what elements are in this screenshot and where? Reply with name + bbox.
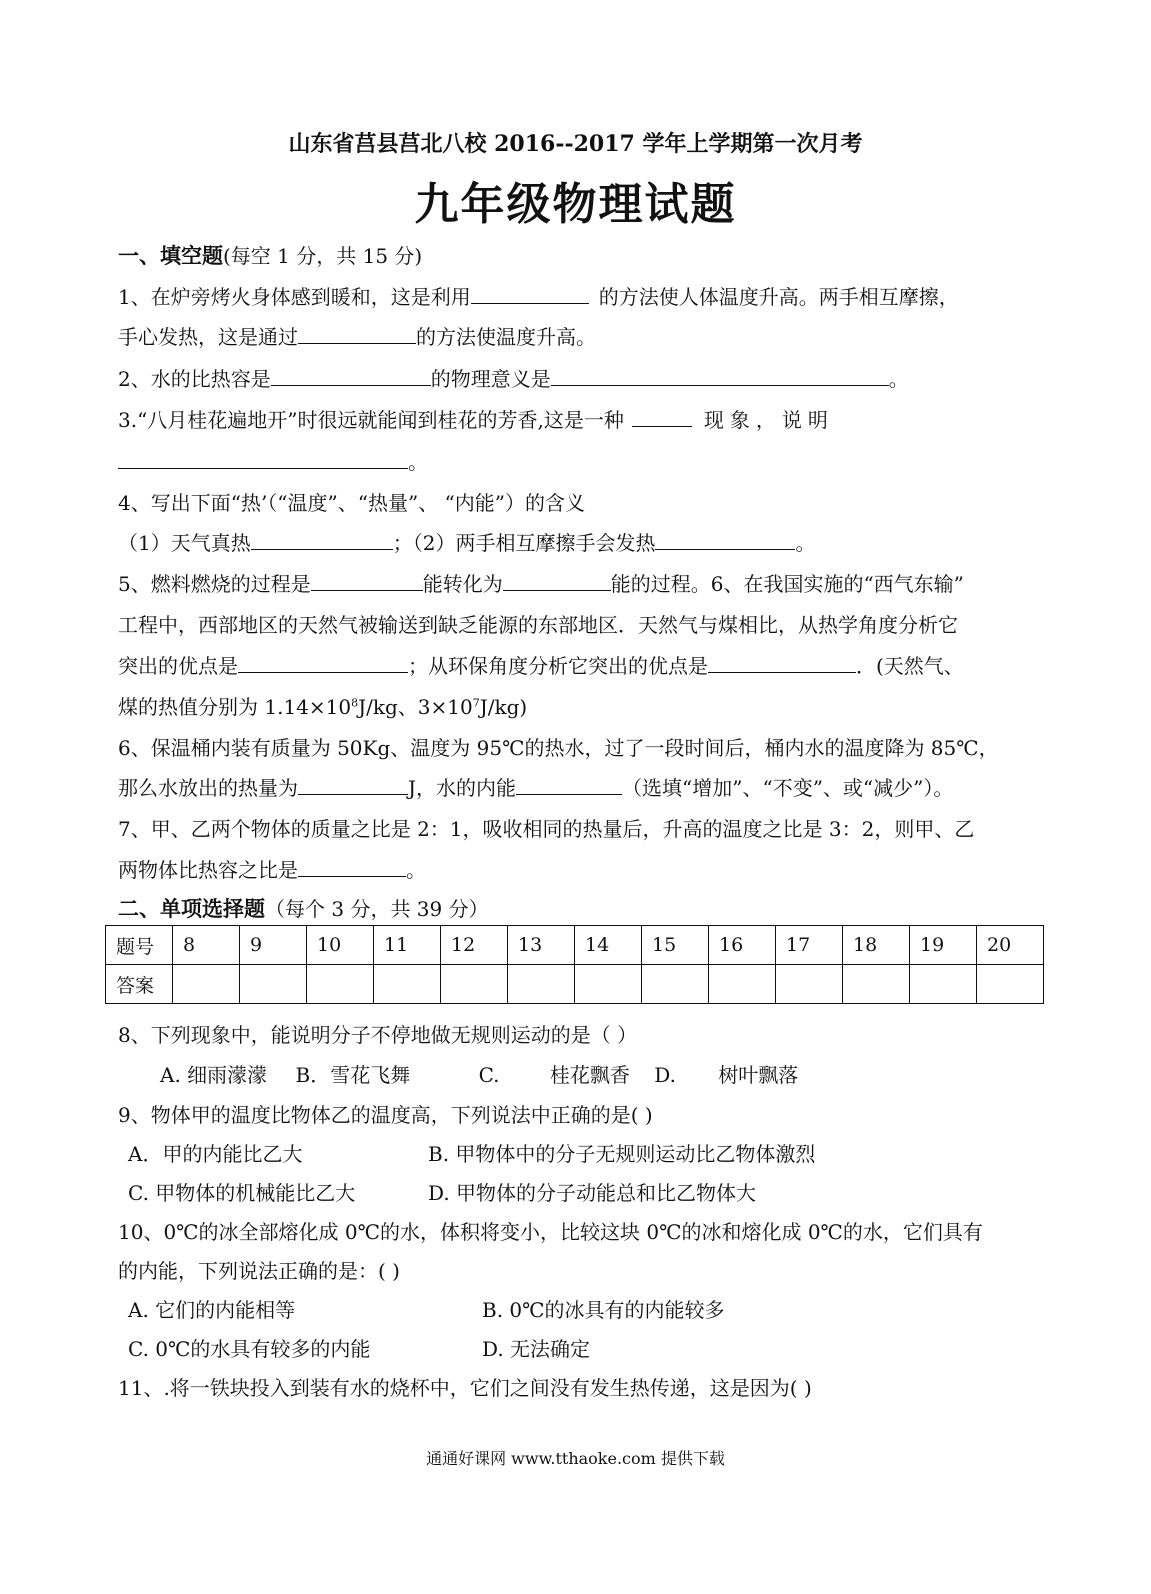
q11-stem: 11、.将一铁块投入到装有水的烧杯中，它们之间没有发生热传递，这是因为( ) (118, 1376, 812, 1400)
answer-cell[interactable] (307, 965, 374, 1004)
question-number-cell: 20 (977, 926, 1044, 965)
q9-option-a: A．甲的内能比乙大 (128, 1142, 303, 1166)
q5-text-f: ；从环保角度分析它突出的优点是 (408, 654, 708, 678)
option-a: A. 细雨濛濛 (160, 1063, 268, 1087)
q6-text-d: （选填“增加”、“不变”、或“减少”）。 (622, 776, 954, 800)
q1-line1 (118, 284, 959, 310)
answer-blank (238, 654, 408, 673)
q6-line1: 6、保温桶内装有质量为 50Kg、温度为 95℃的热水，过了一段时间后，桶内水的温度降为 85℃， (118, 736, 999, 760)
q5-line2: 工程中，西部地区的天然气被输送到缺乏能源的东部地区．天然气与煤相比，从热学角度分析它 (118, 613, 958, 637)
answer-blank (471, 285, 589, 304)
q1-line2 (118, 324, 596, 350)
answer-blank (298, 858, 406, 877)
answer-blank (251, 531, 393, 550)
question-number-cell: 16 (709, 926, 776, 965)
q1-text-b: 的方法使人体温度升高。两手相互摩擦， (598, 285, 959, 309)
section-note: (每空 1 分，共 15 分) (223, 244, 423, 268)
answer-blank (298, 776, 408, 795)
q2-text-b: 的物理意义是 (430, 367, 551, 391)
answer-blank (632, 408, 692, 427)
q5-line3 (118, 653, 964, 679)
q7-line1: 7、甲、乙两个物体的质量之比是 2：1，吸收相同的热量后，升高的温度之比是 3：2，则甲、乙 (118, 817, 975, 841)
question-number-cell: 15 (642, 926, 709, 965)
q6-text-b: 那么水放出的热量为 (118, 776, 298, 800)
q4-line1: 4、写出下面“热’（“温度”、“热量”、 “内能”）的含义 (118, 491, 586, 515)
exponent: 7 (472, 696, 480, 710)
table-row (106, 926, 1044, 965)
answer-cell[interactable] (508, 965, 575, 1004)
q6-text-c: J，水的内能 (408, 776, 517, 800)
q3-line2 (118, 449, 428, 475)
q9-option-c: C. 甲物体的机械能比乙大 (128, 1181, 356, 1205)
page-footer: 通通好课网 www.tthaoke.com 提供下载 (426, 1449, 725, 1468)
q10-option-a: A. 它们的内能相等 (128, 1298, 296, 1322)
section2-heading-line (118, 896, 489, 922)
answer-cell[interactable] (575, 965, 642, 1004)
answer-cell[interactable] (709, 965, 776, 1004)
q5-text-g: ．(天然气、 (856, 654, 964, 678)
row-label: 题号 (106, 926, 173, 965)
question-number-cell: 14 (575, 926, 642, 965)
answer-blank (655, 531, 795, 550)
q8-stem: 8、下列现象中，能说明分子不停地做无规则运动的是（ ） (118, 1023, 638, 1047)
q5-line4 (118, 694, 527, 720)
q6-line2 (118, 775, 953, 801)
q1-text-d: 的方法使温度升高。 (416, 325, 596, 349)
q10-option-c: C. 0℃的水具有较多的内能 (128, 1337, 371, 1361)
q5-text-c: 能的过程。6、在我国实施的“西气东输” (610, 572, 964, 596)
q7-line2 (118, 857, 426, 883)
q3-line1 (118, 407, 834, 433)
q5-text-a: 5、燃料燃烧的过程是 (118, 572, 311, 596)
q9-stem: 9、物体甲的温度比物体乙的温度高，下列说法中正确的是( ) (118, 1103, 653, 1127)
question-number-cell: 11 (374, 926, 441, 965)
section1-heading-line (118, 243, 422, 269)
answer-blank (311, 572, 423, 591)
question-number-cell: 12 (441, 926, 508, 965)
q5-text-j: J/kg) (479, 695, 528, 719)
row-label: 答案 (106, 965, 173, 1004)
q5-text-e: 突出的优点是 (118, 654, 238, 678)
question-number-cell: 9 (240, 926, 307, 965)
answer-blank (503, 572, 611, 591)
option-c-letter: C. (478, 1063, 500, 1087)
table-row (106, 965, 1044, 1004)
answer-blank (516, 776, 622, 795)
q4-text-b: （1）天气真热 (118, 531, 251, 555)
answer-cell[interactable] (642, 965, 709, 1004)
answer-blank (298, 325, 416, 344)
q5-text-i: J/kg、3×10 (358, 695, 473, 719)
q2-text-a: 2、水的比热容是 (118, 367, 271, 391)
answer-blank (271, 367, 431, 386)
q9-option-b: B. 甲物体中的分子无规则运动比乙物体激烈 (428, 1142, 816, 1166)
option-d-letter: D. (654, 1063, 676, 1087)
answer-cell[interactable] (843, 965, 910, 1004)
q5-line1 (118, 571, 964, 597)
answer-blank (551, 367, 889, 386)
q1-text-a: 1、在炉旁烤火身体感到暖和，这是利用 (118, 285, 471, 309)
q4-text-c: ；（2）两手相互摩擦手会发热 (392, 531, 656, 555)
question-number-cell: 8 (173, 926, 240, 965)
question-number-cell: 17 (776, 926, 843, 965)
exam-title: 九年级物理试题 (414, 179, 737, 230)
option-b: B．雪花飞舞 (295, 1063, 411, 1087)
school-line: 山东省莒县莒北八校 2016--2017 学年上学期第一次月考 (288, 131, 863, 157)
option-c: 桂花飘香 (549, 1063, 630, 1087)
q5-text-b: 能转化为 (422, 572, 503, 596)
q1-text-c: 手心发热，这是通过 (118, 325, 298, 349)
q10-stem-1: 10、0℃的冰全部熔化成 0℃的水，体积将变小，比较这块 0℃的冰和熔化成 0℃的水，它们具有 (118, 1220, 983, 1244)
q7-text-b: 两物体比热容之比是 (118, 858, 298, 882)
q3-text-c: 。 (408, 450, 428, 474)
answer-blank (118, 450, 408, 469)
answer-blank (708, 654, 856, 673)
answer-cell[interactable] (441, 965, 508, 1004)
q10-stem-2: 的内能，下列说法正确的是：( ) (118, 1259, 400, 1283)
answer-table (105, 925, 1044, 1004)
question-number-cell: 19 (910, 926, 977, 965)
question-number-cell: 13 (508, 926, 575, 965)
question-number-cell: 10 (307, 926, 374, 965)
q10-option-b: B. 0℃的冰具有的内能较多 (482, 1298, 725, 1322)
question-number-cell: 18 (843, 926, 910, 965)
q7-text-c: 。 (406, 858, 426, 882)
section-heading: 一、填空题 (118, 243, 223, 268)
q8-options (160, 1062, 798, 1088)
q3-text-a: 3.“八月桂花遍地开”时很远就能闻到桂花的芳香,这是一种 (118, 408, 624, 432)
q5-text-h: 煤的热值分别为 1.14×10 (118, 695, 352, 719)
q4-text-d: 。 (795, 531, 816, 555)
q4-line2 (118, 530, 815, 556)
q2-line (118, 366, 909, 392)
exponent: 8 (351, 696, 359, 710)
answer-cell[interactable] (977, 965, 1044, 1004)
answer-cell[interactable] (240, 965, 307, 1004)
answer-cell[interactable] (173, 965, 240, 1004)
section-note: （每个 3 分，共 39 分） (265, 897, 489, 921)
section-heading: 二、单项选择题 (118, 896, 265, 921)
answer-cell[interactable] (776, 965, 843, 1004)
answer-cell[interactable] (374, 965, 441, 1004)
q10-option-d: D. 无法确定 (482, 1337, 591, 1361)
q9-option-d: D. 甲物体的分子动能总和比乙物体大 (428, 1181, 757, 1205)
answer-cell[interactable] (910, 965, 977, 1004)
q2-text-c: 。 (888, 367, 909, 391)
q3-text-b: 现象，说明 (703, 408, 834, 432)
option-d: 树叶飘落 (718, 1063, 799, 1087)
